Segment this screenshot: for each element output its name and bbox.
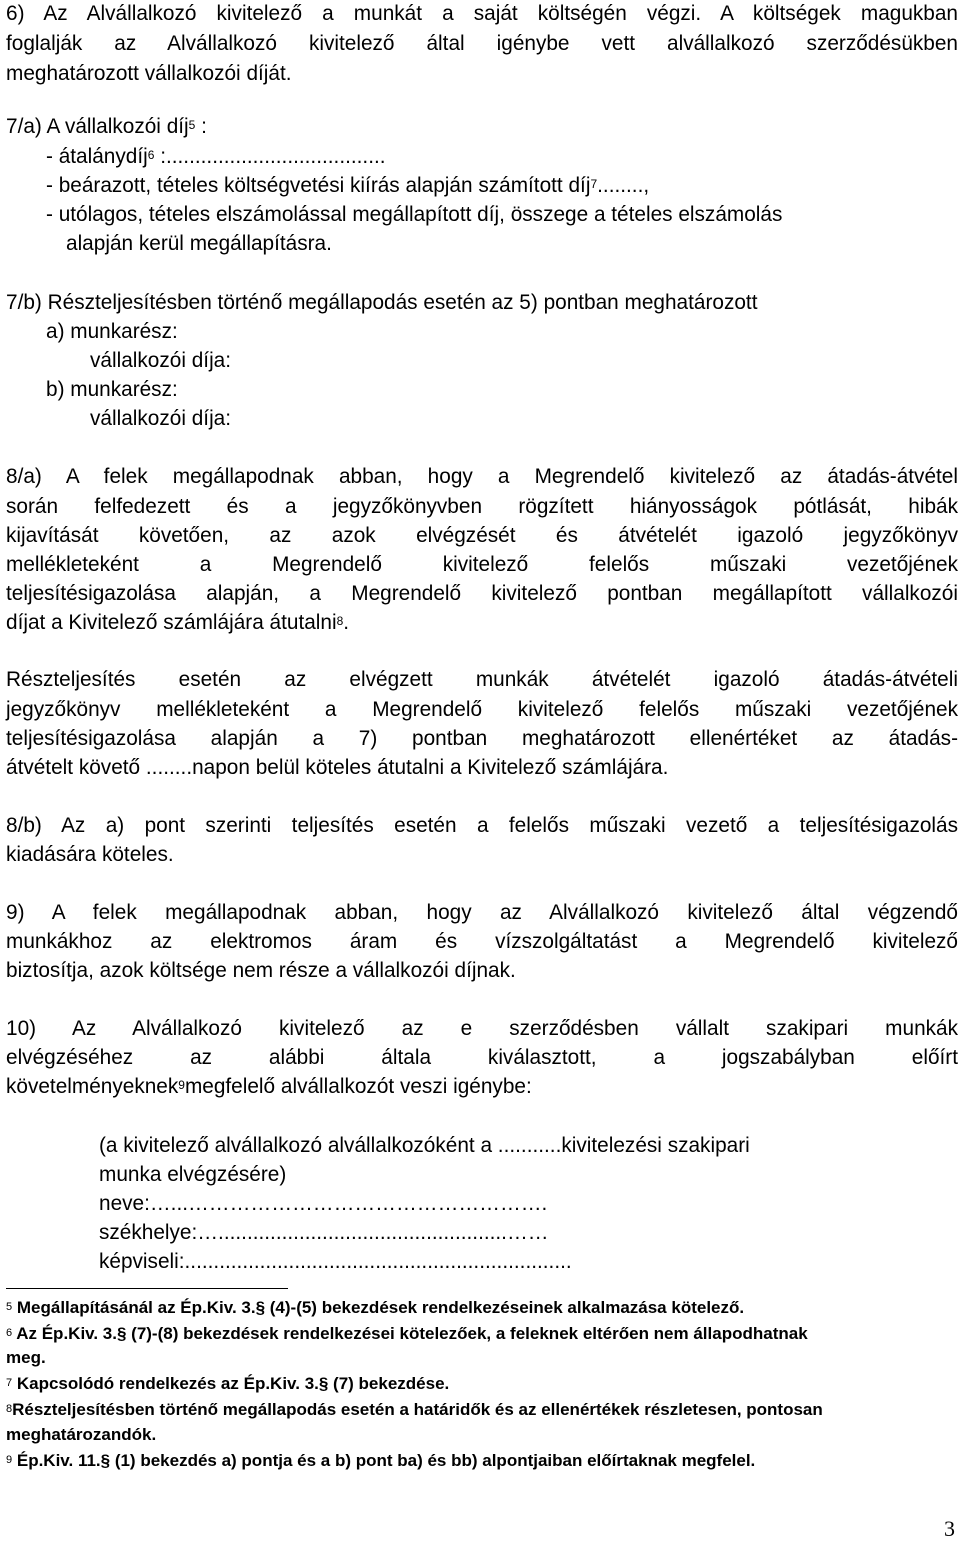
paragraph-7a-heading: 7/a) A vállalkozói díj$^5$ :: [6, 115, 207, 138]
work-part-a: a) munkarész:: [46, 320, 178, 343]
subcontractor-seat-field: székhelye:…..................................................……: [99, 1221, 549, 1244]
work-part-b-fee: vállalkozói díja:: [90, 407, 232, 430]
fee-option-post-settlement-line-1: - utólagos, tételes elszámolással megállapított díj, összege a tételes elszámolás: [46, 203, 783, 226]
paragraph-8a-line-5: teljesítésigazolása alapján, a Megrendelő kivitelező pontban megállapított vállalkozói: [6, 582, 958, 605]
footnote-6: $^6$ Az Ép.Kiv. 3.§ (7)-(8) bekezdések rendelkezései kötelezőek, a feleknek eltérően nem állapodhatnak: [6, 1324, 808, 1343]
subcontractor-name-field: neve:…...…………………………………………….: [99, 1192, 548, 1215]
paragraph-6-line-2: foglalják az Alvállalkozó kivitelező által igénybe vett alvállalkozó szerződésükben: [6, 32, 958, 55]
footnote-ref-6: 6: [147, 148, 155, 162]
footnote-9: $^9$ Ép.Kiv. 11.§ (1) bekezdés a) pontja és a b) pont ba) és bb) alpontjaiban előírtaknak megfelel.: [6, 1451, 756, 1470]
fee-option-post-settlement-line-2: alapján kerül megállapításra.: [66, 232, 332, 255]
paragraph-10-line-3: követelményeknek$^9$megfelelő alvállalkozót veszi igénybe:: [6, 1075, 532, 1098]
fee-option-lump-sum: - átalánydíj$^6$ :......................................: [46, 145, 386, 168]
paragraph-8a-line-4: mellékleteként a Megrendelő kivitelező felelős műszaki vezetőjének: [6, 553, 958, 576]
footnote-ref-7: 7: [590, 177, 598, 191]
paragraph-9-line-3: biztosítja, azok költsége nem része a vállalkozói díjnak.: [6, 959, 516, 982]
paragraph-partial-line-2: jegyzőkönyv mellékleteként a Megrendelő kivitelező felelős műszaki vezetőjének: [6, 698, 958, 721]
paragraph-10-line-1: 10) Az Alvállalkozó kivitelező az e szerződésben vállalt szakipari munkák: [6, 1017, 958, 1040]
paragraph-10-line-2: elvégzéséhez az alábbi általa kiválasztott, a jogszabályban előírt: [6, 1046, 958, 1069]
subcontractor-intro-line-2: munka elvégzésére): [99, 1163, 287, 1186]
footnote-6-continuation: meg.: [6, 1348, 46, 1367]
paragraph-8b-line-1: 8/b) Az a) pont szerinti teljesítés esetén a felelős műszaki vezető a teljesítésigazolás: [6, 814, 958, 837]
footnote-7: $^7$ Kapcsolódó rendelkezés az Ép.Kiv. 3.§ (7) bekezdése.: [6, 1374, 450, 1393]
footnote-ref-9: 9: [178, 1078, 185, 1092]
page-number: 3: [944, 1516, 955, 1541]
work-part-a-fee: vállalkozói díja:: [90, 349, 232, 372]
paragraph-8b-line-2: kiadására köteles.: [6, 843, 174, 866]
paragraph-9-line-1: 9) A felek megállapodnak abban, hogy az Alvállalkozó kivitelező által végzendő: [6, 901, 958, 924]
paragraph-6-line-3: meghatározott vállalkozói díját.: [6, 62, 292, 85]
paragraph-9-line-2: munkákhoz az elektromos áram és vízszolgáltatást a Megrendelő kivitelező: [6, 930, 958, 953]
paragraph-6-line-1: 6) Az Alvállalkozó kivitelező a munkát a saját költségén végzi. A költségek magukban: [6, 2, 958, 25]
paragraph-8a-line-6: díjat a Kivitelező számlájára átutalni$^8$.: [6, 611, 350, 634]
footnote-8: $^8$Részteljesítésben történő megállapodás esetén a határidők és az ellenértékek részletesen, pontosan: [6, 1400, 823, 1419]
paragraph-partial-line-1: Részteljesítés esetén az elvégzett munkák átvételét igazoló átadás-átvételi: [6, 668, 958, 691]
footnote-8-continuation: meghatározandók.: [6, 1425, 157, 1444]
footnote-5: $^5$ Megállapításánál az Ép.Kiv. 3.§ (4)-(5) bekezdések rendelkezéseinek alkalmazása kötelező.: [6, 1298, 745, 1317]
paragraph-partial-line-3: teljesítésigazolása alapján a 7) pontban meghatározott ellenértéket az átadás-: [6, 727, 958, 750]
footnote-ref-8: 8: [336, 614, 344, 628]
footnote-separator: [6, 1288, 288, 1289]
footnote-ref-5: 5: [188, 118, 196, 132]
paragraph-8a-line-3: kijavítását követően, az azok elvégzését és átvételét igazoló jegyzőkönyv: [6, 524, 958, 547]
paragraph-partial-line-4: átvételt követő ........napon belül köteles átutalni a Kivitelező számlájára.: [6, 756, 669, 779]
fee-option-itemized-budget: - beárazott, tételes költségvetési kiírás alapján számított díj$^7$........,: [46, 174, 650, 197]
paragraph-8a-line-1: 8/a) A felek megállapodnak abban, hogy a Megrendelő kivitelező az átadás-átvétel: [6, 465, 958, 488]
paragraph-8a-line-2: során felfedezett és a jegyzőkönyvben rögzített hiányosságok pótlását, hibák: [6, 495, 958, 518]
paragraph-7b-line-1: 7/b) Részteljesítésben történő megállapodás esetén az 5) pontban meghatározott: [6, 291, 758, 314]
subcontractor-representative-field: képviseli:...................................................................: [99, 1250, 572, 1273]
work-part-b: b) munkarész:: [46, 378, 178, 401]
subcontractor-intro-line-1: (a kivitelező alvállalkozó alvállalkozóként a ...........kivitelezési szakipari: [99, 1134, 750, 1157]
